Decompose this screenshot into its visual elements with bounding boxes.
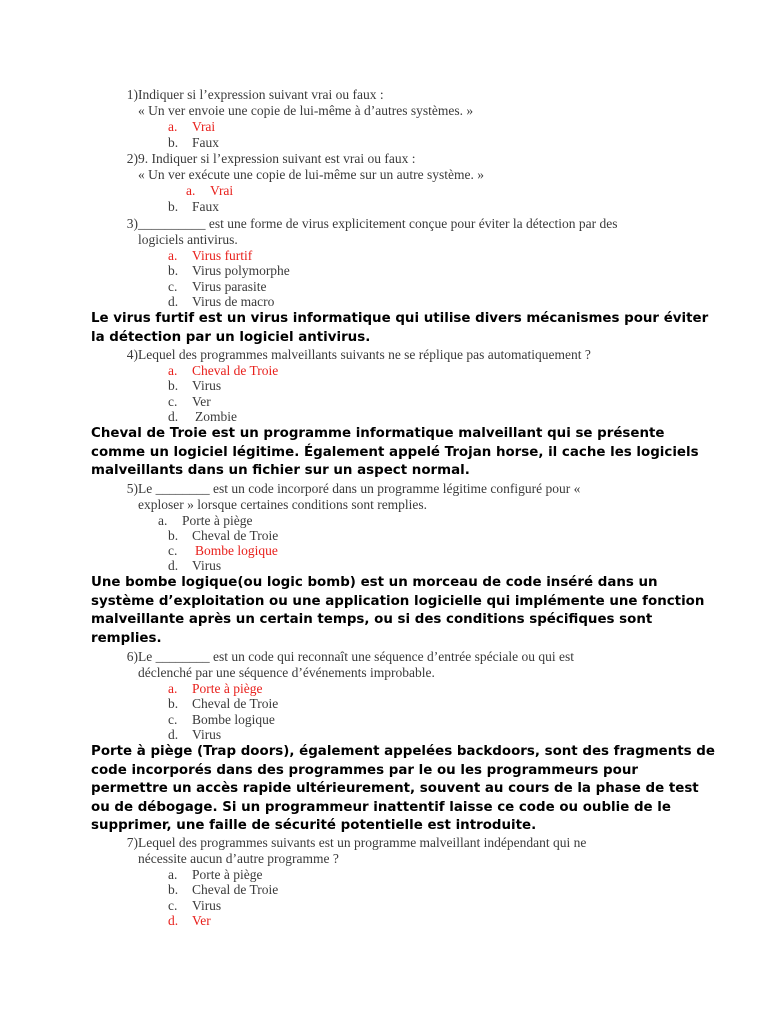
option	[168, 135, 219, 151]
option-text: Virus	[192, 378, 222, 393]
question-line: __________ est une forme de virus explicitement conçue pour éviter la détection par des	[138, 216, 618, 231]
option-text: Ver	[192, 913, 211, 928]
question-text	[138, 649, 678, 681]
option-correct	[168, 363, 278, 379]
option-letter: a.	[186, 183, 196, 198]
explanation-3	[91, 310, 709, 347]
question-number: 4)	[126, 347, 138, 362]
explanation-line: permettre un accès rapide ultérieurement, souvent au cours de la phase de test	[91, 781, 699, 796]
option	[168, 867, 262, 883]
option	[168, 882, 278, 898]
option-text: Virus	[192, 558, 222, 573]
option-text: Porte à piège	[192, 867, 263, 882]
option-letter: a.	[168, 681, 178, 696]
option	[168, 558, 221, 574]
question-text	[138, 347, 678, 363]
option	[158, 513, 252, 529]
option-letter: b.	[168, 199, 179, 214]
explanation-line: remplies.	[91, 630, 162, 646]
question-line: Lequel des programmes malveillants suivants ne se réplique pas automatiquement ?	[138, 347, 591, 362]
question-number: 5)	[126, 481, 138, 496]
explanation-line: la détection par un logiciel antivirus.	[91, 329, 371, 345]
explanation-line: Le virus furtif est un virus informatique qui utilise divers mécanismes pour éviter	[91, 311, 709, 326]
option	[168, 543, 278, 559]
option	[168, 712, 275, 728]
option-letter: d.	[168, 913, 179, 928]
option-text: Virus polymorphe	[192, 263, 290, 278]
option-letter: d.	[168, 294, 179, 309]
question-line: nécessite aucun d’autre programme ?	[138, 851, 339, 866]
option-letter: c.	[168, 712, 178, 727]
question-line: exploser » lorsque certaines conditions sont remplies.	[138, 497, 428, 512]
explanation-line: malveillante après un certain temps, ou si des conditions spécifiques sont	[91, 612, 653, 627]
option-letter: b.	[168, 135, 179, 150]
explanation-line: système d’exploitation ou une application logicielle qui implémente une fonction	[91, 593, 705, 609]
question-line: Le ________ est un code qui reconnaît une séquence d’entrée spéciale ou qui est	[138, 649, 574, 664]
option-letter: a.	[168, 363, 178, 378]
question-line: logiciels antivirus.	[138, 232, 238, 247]
option	[168, 294, 274, 310]
option-letter: b.	[168, 528, 179, 543]
question-text	[138, 87, 678, 119]
option	[168, 898, 221, 914]
explanation-5	[91, 574, 705, 648]
option-letter: c.	[168, 898, 178, 913]
question-text	[138, 151, 678, 183]
option-correct	[168, 248, 252, 264]
option-text: Vrai	[210, 183, 234, 198]
option-correct	[168, 681, 262, 697]
question-text	[138, 835, 678, 867]
explanation-line: comme un logiciel légitime. Également appelé Trojan horse, il cache les logiciels	[91, 444, 699, 460]
option-letter: b.	[168, 882, 179, 897]
question-line: « Un ver exécute une copie de lui-même sur un autre système. »	[138, 167, 485, 182]
option-text: Cheval de Troie	[192, 363, 279, 378]
question-text	[138, 216, 678, 248]
option-letter: a.	[168, 867, 178, 882]
question-line: Lequel des programmes suivants est un programme malveillant indépendant qui ne	[138, 835, 587, 850]
option-text: Vrai	[192, 119, 216, 134]
question-line: Indiquer si l’expression suivant vrai ou faux :	[138, 87, 384, 102]
option	[168, 394, 211, 410]
option-letter: d.	[168, 558, 179, 573]
option-letter: c.	[168, 279, 178, 294]
option	[168, 378, 221, 394]
question-number: 1)	[126, 87, 138, 102]
explanation-line: ou de débogage. Si un programmeur inattentif laisse ce code ou oublie de le	[91, 799, 671, 815]
option-text: Ver	[192, 394, 211, 409]
option-text: Faux	[192, 199, 219, 214]
option-correct	[186, 183, 233, 199]
question-line: déclenché par une séquence d’événements improbable.	[138, 665, 435, 680]
explanation-6	[91, 743, 715, 836]
option-letter: a.	[158, 513, 168, 528]
option-text: Virus parasite	[192, 279, 267, 294]
explanation-line: supprimer, une faille de sécurité potentielle est introduite.	[91, 818, 537, 833]
question-text	[138, 481, 678, 513]
option-letter: b.	[168, 263, 179, 278]
option	[168, 727, 221, 743]
explanation-line: code incorporés dans des programmes par le ou les programmeurs pour	[91, 762, 638, 778]
question-number: 6)	[126, 649, 138, 664]
option-letter: b.	[168, 378, 179, 393]
option-letter: d.	[168, 409, 179, 424]
option-letter: b.	[168, 696, 179, 711]
option	[168, 199, 219, 215]
option-letter: a.	[168, 119, 178, 134]
option	[168, 263, 290, 279]
option-correct	[168, 119, 215, 135]
explanation-line: Une bombe logique(ou logic bomb) est un morceau de code inséré dans un	[91, 575, 658, 590]
option	[168, 279, 267, 295]
question-line: Le ________ est un code incorporé dans un programme légitime configuré pour «	[138, 481, 581, 496]
option-text: Virus	[192, 727, 222, 742]
explanation-4	[91, 425, 699, 481]
question-number: 2)	[126, 151, 138, 166]
option	[168, 696, 278, 712]
option-text: Porte à piège	[192, 681, 263, 696]
question-line: 9. Indiquer si l’expression suivant est vrai ou faux :	[138, 151, 416, 166]
option-text: Porte à piège	[182, 513, 253, 528]
option-letter: c.	[168, 394, 178, 409]
option-text: Cheval de Troie	[192, 528, 279, 543]
explanation-line: malveillants dans un fichier sur un aspect normal.	[91, 463, 470, 478]
option-text: Virus furtif	[192, 248, 253, 263]
option-text: Cheval de Troie	[192, 696, 279, 711]
option-letter: a.	[168, 248, 178, 263]
option	[168, 528, 278, 544]
option-correct	[168, 913, 211, 929]
question-number: 3)	[126, 216, 138, 231]
explanation-line: Cheval de Troie est un programme informatique malveillant qui se présente	[91, 426, 665, 441]
option-text: Cheval de Troie	[192, 882, 279, 897]
explanation-line: Porte à piège (Trap doors), également appelées backdoors, sont des fragments de	[91, 744, 715, 759]
option-text: Bombe logique	[195, 543, 278, 558]
option-text: Bombe logique	[192, 712, 275, 727]
option-text: Zombie	[195, 409, 237, 424]
option-letter: d.	[168, 727, 179, 742]
option	[168, 409, 237, 425]
option-text: Virus	[192, 898, 222, 913]
question-line: « Un ver envoie une copie de lui-même à d’autres systèmes. »	[138, 103, 474, 118]
option-text: Virus de macro	[192, 294, 275, 309]
question-number: 7)	[126, 835, 138, 850]
option-letter: c.	[168, 543, 178, 558]
option-text: Faux	[192, 135, 219, 150]
